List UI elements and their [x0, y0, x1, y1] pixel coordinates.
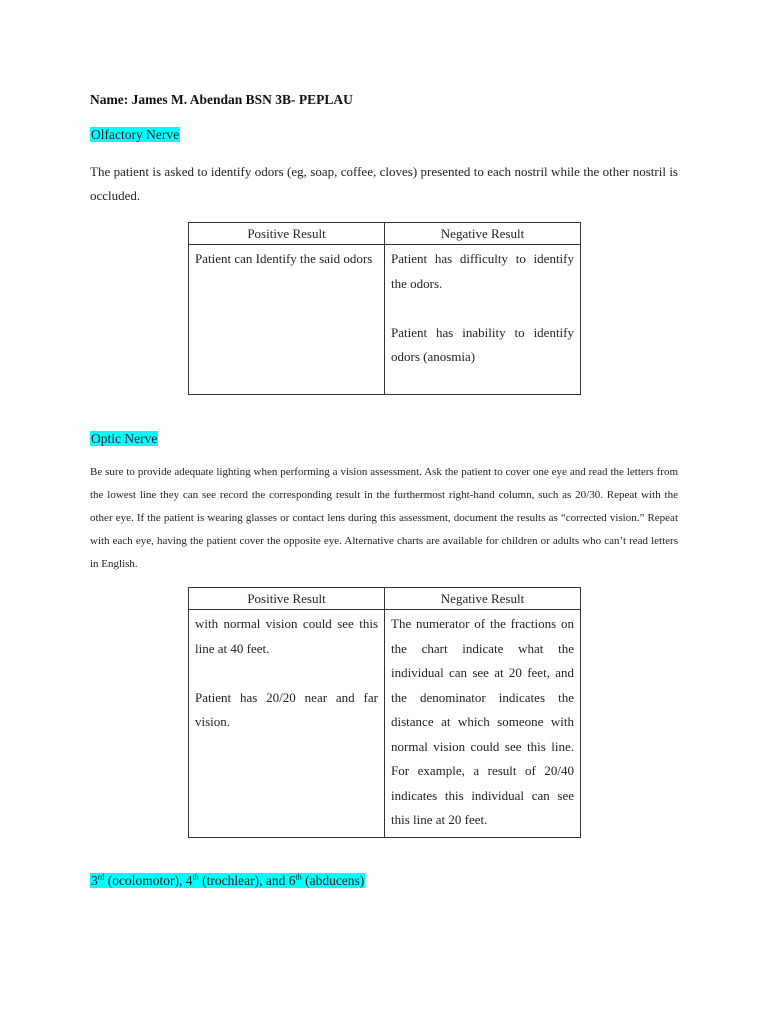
negative-result-header: Negative Result — [385, 223, 581, 245]
table-row — [189, 245, 581, 395]
olfactory-heading: Olfactory Nerve — [91, 127, 180, 142]
optic-results-table — [188, 587, 581, 838]
table-row — [189, 610, 581, 838]
negative-result-text: The numerator of the fractions on the chart indicate what the individual can see at 20 feet, and the denominator indicates the distance at which someone with normal vision could see this line. For example, a result of 20/40 indicates this individual can see this line at 20 feet. — [391, 616, 574, 827]
name-line: Name: James M. Abendan BSN 3B- PEPLAU — [90, 92, 353, 107]
positive-result-header: Positive Result — [189, 588, 385, 610]
negative-result-cell — [385, 245, 581, 395]
positive-result-text: Patient has 20/20 near and far vision. — [195, 689, 378, 729]
eye-movement-heading: 3rd (ocolomotor), 4th (trochlear), and 6th (abducens) — [91, 872, 365, 888]
positive-result-cell — [189, 610, 385, 838]
negative-result-header: Negative Result — [385, 588, 581, 610]
table-header-row — [189, 223, 581, 245]
positive-result-cell — [189, 245, 385, 395]
negative-result-text: Patient has inability to identify odors (anosmia) — [391, 324, 574, 364]
olfactory-paragraph: The patient is asked to identify odors (eg, soap, coffee, cloves) presented to each nostril while the other nostril is occluded. — [90, 164, 678, 203]
negative-result-text: Patient has difficulty to identify the odors. — [391, 251, 574, 291]
eye-movement-heading-wrap — [90, 868, 365, 890]
optic-heading-wrap — [90, 430, 158, 448]
olfactory-heading-wrap — [90, 126, 180, 144]
table-header-row — [189, 588, 581, 610]
positive-result-header: Positive Result — [189, 223, 385, 245]
optic-heading: Optic Nerve — [91, 431, 158, 446]
positive-result-text: with normal vision could see this line at 40 feet. — [195, 616, 378, 656]
positive-result-text: Patient can Identify the said odors — [195, 251, 373, 266]
optic-paragraph: Be sure to provide adequate lighting when performing a vision assessment. Ask the patient to cover one eye and read the letters from the lowest line they can see record the corresponding result in the furthermost right-hand column, such as 20/30. Repeat with the other eye. If the patient is wearing glasses or contact lens during this assessment, document the results as “corrected vision.” Repeat with each eye, having the patient cover the opposite eye. Alternative charts are available for children or adults who can’t read letters in English. — [90, 466, 678, 570]
negative-result-cell — [385, 610, 581, 838]
olfactory-results-table — [188, 222, 581, 395]
